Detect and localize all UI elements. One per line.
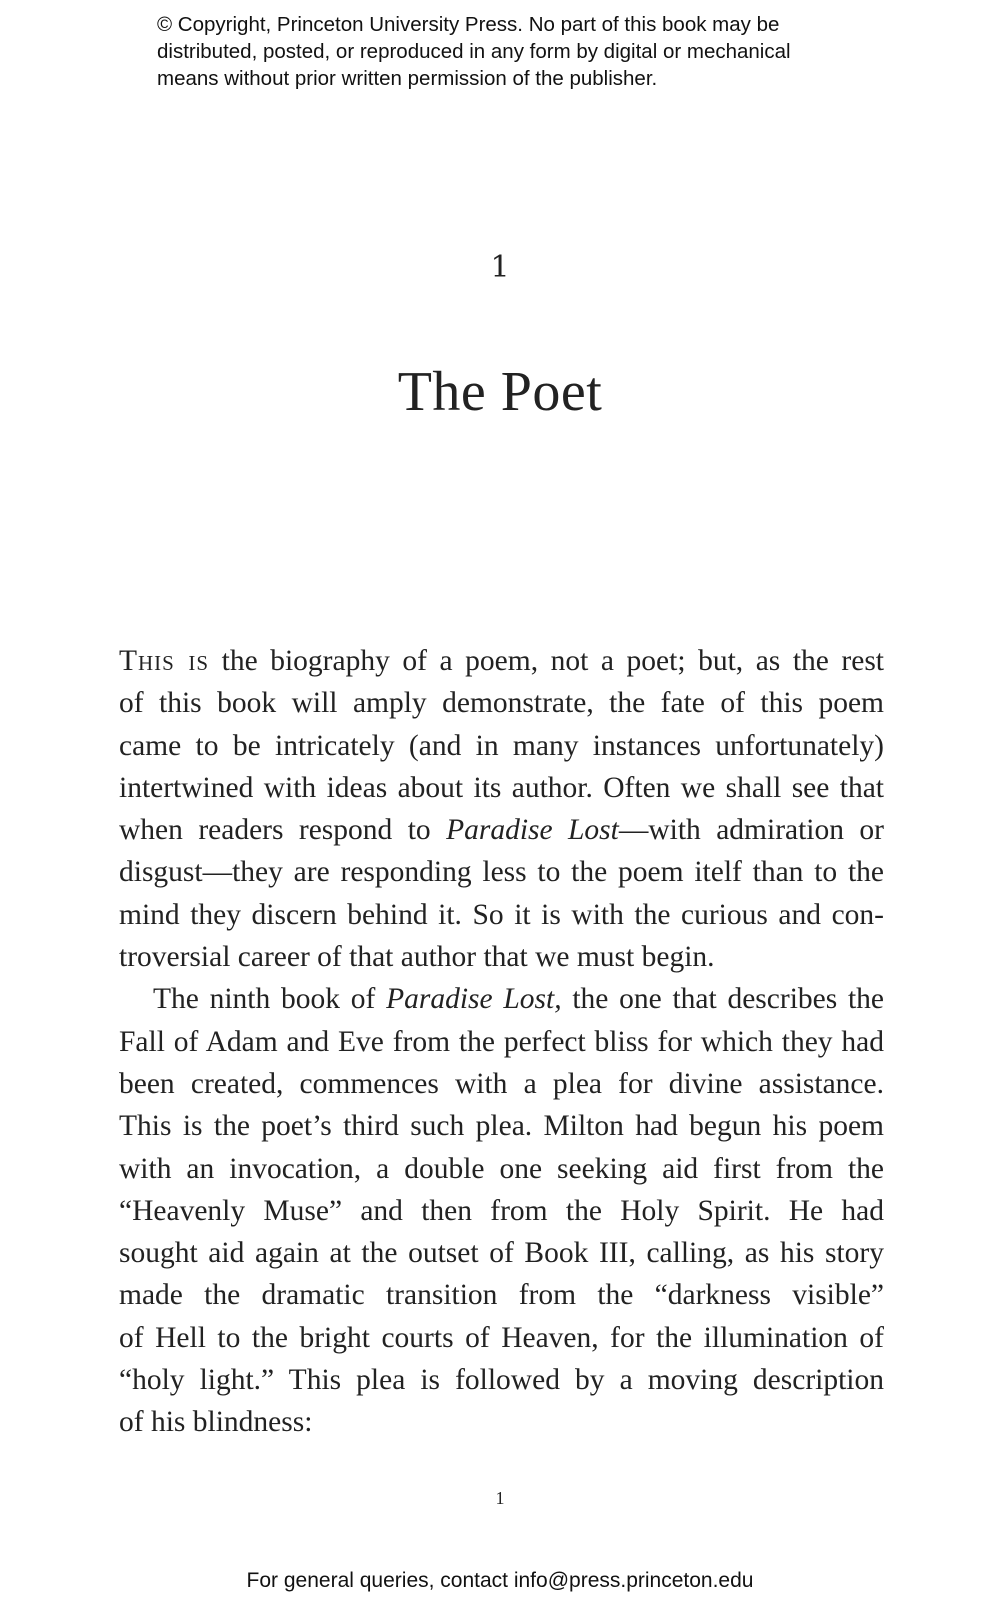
text-line: with an invocation, a double one seeking aid first from the xyxy=(119,1152,884,1185)
footer-contact: For general queries, contact info@press.princeton.edu xyxy=(246,1569,754,1592)
text-line xyxy=(119,640,884,682)
text-line: been created, commences with a plea for divine assistance. xyxy=(119,1067,884,1100)
text-line: troversial career of that author that we must begin. xyxy=(119,941,715,974)
text-line: sought aid again at the outset of Book III, calling, as his story xyxy=(119,1237,884,1270)
line-text: the one that describes the xyxy=(561,983,884,1016)
text-line: “Heavenly Muse” and then from the Holy Spirit. He had xyxy=(119,1194,884,1227)
text-line: of Hell to the bright courts of Heaven, for the illumination of xyxy=(119,1321,884,1354)
book-title-italic: Paradise Lost xyxy=(446,814,619,847)
text-line: intertwined with ideas about its author. Often we shall see that xyxy=(119,771,884,804)
text-line: This is the poet’s third such plea. Milton had begun his poem xyxy=(119,1110,884,1143)
copyright-notice xyxy=(157,11,877,92)
text-line: of this book will amply demonstrate, the fate of this poem xyxy=(119,687,884,720)
line-text: the biography of a poem, not a poet; but, as the rest xyxy=(209,645,885,677)
copyright-line: means without prior written permission of the publisher. xyxy=(157,67,658,90)
line-text: The ninth book of xyxy=(153,983,387,1016)
line-text: when readers respond to xyxy=(119,814,447,847)
book-title-italic: Paradise Lost, xyxy=(386,983,562,1016)
copyright-line: © Copyright, Princeton University Press. No part of this book may be xyxy=(157,13,780,36)
opening-words: This is xyxy=(119,645,210,677)
text-line: of his blindness: xyxy=(119,1406,313,1439)
chapter-title: The Poet xyxy=(397,361,603,423)
line-text: —with admiration or xyxy=(618,814,884,847)
chapter-number: 1 xyxy=(490,250,510,285)
text-line: disgust—they are responding less to the poem itelf than to the xyxy=(119,856,884,889)
text-line: mind they discern behind it. So it is with the curious and con- xyxy=(119,898,884,931)
text-line: “holy light.” This plea is followed by a moving description xyxy=(119,1364,884,1397)
page-number: 1 xyxy=(495,1488,505,1508)
text-line: came to be intricately (and in many instances unfortunately) xyxy=(119,729,884,762)
body-text xyxy=(119,640,884,1444)
text-line xyxy=(119,809,884,851)
copyright-line: distributed, posted, or reproduced in any form by digital or mechanical xyxy=(157,40,791,63)
text-line xyxy=(119,978,884,1020)
text-line: Fall of Adam and Eve from the perfect bliss for which they had xyxy=(119,1025,884,1058)
text-line: made the dramatic transition from the “darkness visible” xyxy=(119,1279,884,1312)
